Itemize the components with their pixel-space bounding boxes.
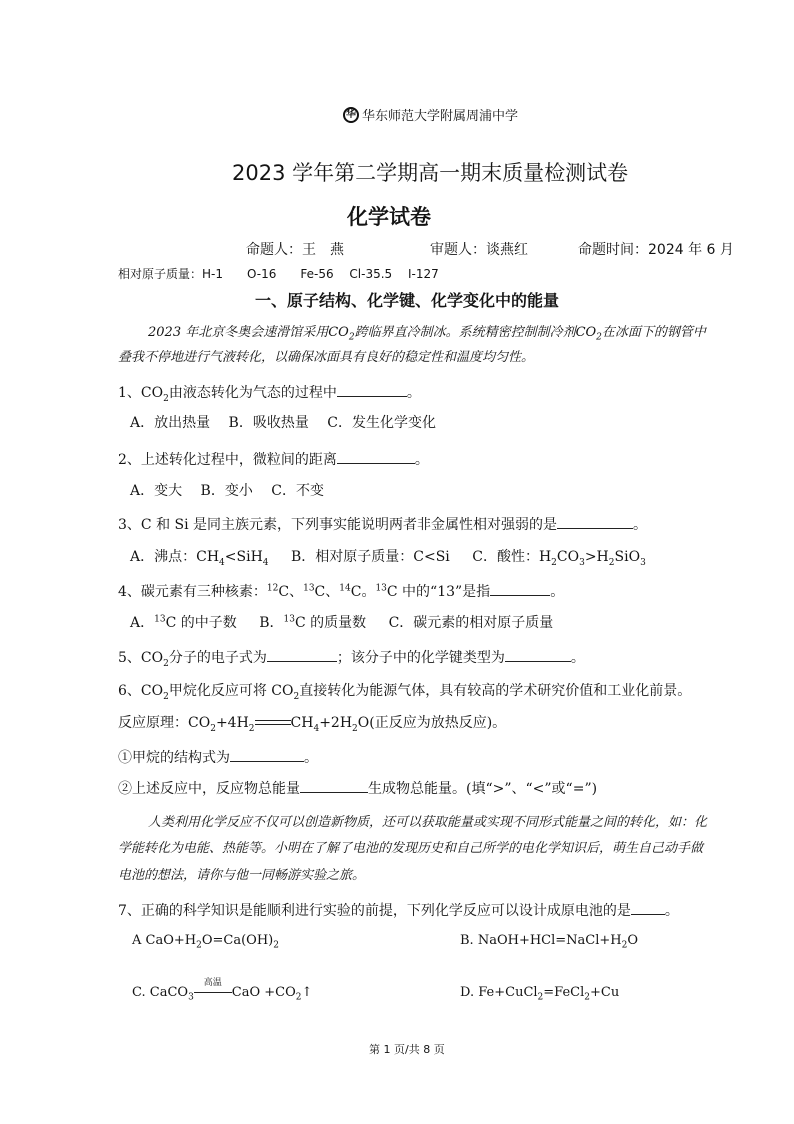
page-number: 第 1 页/共 8 页 — [369, 1043, 445, 1056]
question-7-option-d: D. Fe+CuCl$_2$=FeCl$_2$+Cu — [460, 985, 620, 1003]
school-logo-icon: 华 — [343, 107, 359, 123]
question-1-options: A．放出热量 B．吸收热量 C．发生化学变化 — [130, 415, 437, 431]
question-1-stem: 1、$CO_2$由液态转化为气态的过程中 。 — [118, 385, 421, 404]
question-2-options: A．变大 B．变小 C．不变 — [130, 483, 325, 499]
exam-subtitle: 化学试卷 — [347, 205, 431, 229]
passage-line-2: 学能转化为电能、热能等。小明在了解了电池的发现历史和自己所学的电化学知识后，萌生自己动手做 — [118, 841, 704, 856]
reviewer-label: 审题人：谈燕红 — [430, 242, 528, 258]
answer-blank — [230, 748, 304, 762]
question-7-option-a: A $CaO+H_2O=Ca(OH)_2$ — [132, 933, 279, 951]
passage-line-1: 人类利用化学反应不仅可以创造新物质，还可以获取能量或实现不同形式能量之间的转化，如：化 — [148, 815, 708, 830]
answer-blank — [337, 383, 407, 397]
answer-blank — [557, 515, 633, 529]
answer-blank — [490, 582, 550, 596]
question-3-options: A．沸点：$CH_4<SiH_4$ B．相对原子质量：C<Si C．酸性：$H_2CO_3>H_2SiO_3$ — [130, 549, 646, 568]
question-5-stem: 5、$CO_2$分子的电子式为 ；该分子中的化学键类型为 。 — [118, 650, 585, 669]
question-6-part-2: ②上述反应中，反应物总能量 生成物总能量。(填“>”、“<”或“=”) — [118, 781, 598, 797]
answer-blank — [631, 901, 665, 915]
answer-blank — [267, 648, 337, 662]
date-label: 命题时间：2024 年 6 月 — [578, 242, 734, 258]
intro-line-1: 2023 年北京冬奥会速滑馆采用$CO_2$跨临界直冷制冰。系统精密控制制冷剂$CO_2$在冰面下的钢管中 — [148, 325, 706, 343]
reaction-condition: 高温 — [194, 984, 232, 1002]
equilibrium-arrow-icon — [255, 718, 291, 728]
passage-line-3: 电池的想法，请你与他一同畅游实验之旅。 — [118, 868, 366, 883]
question-6-stem: 6、$CO_2$甲烷化反应可将 $CO_2$直接转化为能源气体，具有较高的学术研究价值和工业化前景。 — [118, 683, 692, 702]
section-heading: 一、原子结构、化学键、化学变化中的能量 — [255, 291, 560, 310]
question-7-stem: 7、正确的科学知识是能顺利进行实验的前提，下列化学反应可以设计成原电池的是 。 — [118, 903, 679, 919]
question-3-stem: 3、C 和 Si 是同主族元素，下列事实能说明两者非金属性相对强弱的是 。 — [118, 517, 648, 533]
intro-line-2: 叠我不停地进行气液转化，以确保冰面具有良好的稳定性和温度均匀性。 — [118, 350, 535, 365]
question-7-option-b: B. $NaOH+HCl=NaCl+H_2O$ — [460, 933, 639, 951]
answer-blank — [505, 648, 571, 662]
author-label: 命题人：王 燕 — [246, 242, 344, 258]
atomic-masses: 相对原子质量：H-1 O-16 Fe-56 Cl-35.5 I-127 — [118, 267, 439, 281]
question-2-stem: 2、上述转化过程中，微粒间的距离 。 — [118, 452, 429, 468]
answer-blank — [300, 779, 368, 793]
answer-blank — [337, 450, 415, 464]
question-7-option-c: C. CaCO$_3$ 高温 CaO $+CO_2↑$ — [132, 978, 313, 1003]
reaction-principle: 反应原理：$CO_2+4H_2$ $CH_4+2H_2O$(正反应为放热反应)。 — [118, 715, 507, 734]
question-6-part-1: ①甲烷的结构式为 。 — [118, 750, 318, 766]
school-name: 华东师范大学附属周浦中学 — [362, 109, 519, 124]
question-4-stem: 4、碳元素有三种核素：$^{12}$C、$^{13}$C、$^{14}$C。$^{13}$C 中的“13”是指 。 — [118, 583, 565, 600]
question-4-options: A．$^{13}$C 的中子数 B．$^{13}$C 的质量数 C．碳元素的相对原子质量 — [130, 614, 554, 631]
exam-title: 2023 学年第二学期高一期末质量检测试卷 — [232, 161, 629, 185]
